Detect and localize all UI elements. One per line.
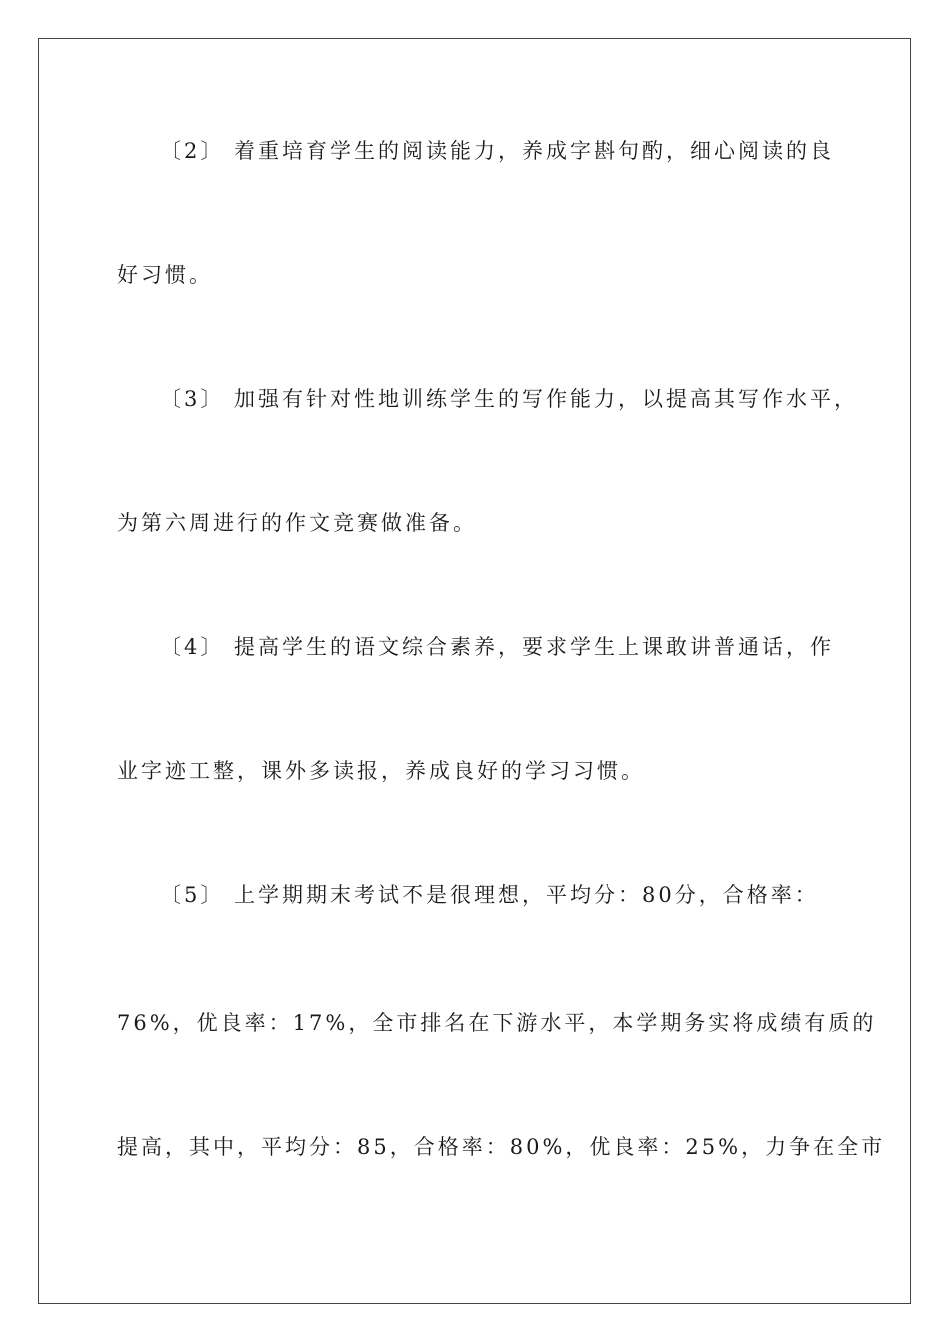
paragraph-5-line-3: 提高，其中，平均分：85，合格率：80%，优良率：25%，力争在全市 xyxy=(117,1135,886,1159)
paragraph-2-line-2: 好习惯。 xyxy=(117,263,213,287)
paragraph-5-line-1: 〔5〕 上学期期末考试不是很理想，平均分：80分，合格率： xyxy=(160,883,819,907)
paragraph-2-line-1: 〔2〕 着重培育学生的阅读能力，养成字斟句酌，细心阅读的良 xyxy=(160,139,835,163)
paragraph-4-line-1: 〔4〕 提高学生的语文综合素养，要求学生上课敢讲普通话，作 xyxy=(160,635,835,659)
paragraph-5-line-2: 76%，优良率：17%，全市排名在下游水平，本学期务实将成绩有质的 xyxy=(117,1011,877,1035)
paragraph-3-line-2: 为第六周进行的作文竞赛做准备。 xyxy=(117,511,477,535)
paragraph-4-line-2: 业字迹工整，课外多读报，养成良好的学习习惯。 xyxy=(117,759,645,783)
page-border xyxy=(38,38,911,1304)
paragraph-3-line-1: 〔3〕 加强有针对性地训练学生的写作能力，以提高其写作水平， xyxy=(160,387,859,411)
